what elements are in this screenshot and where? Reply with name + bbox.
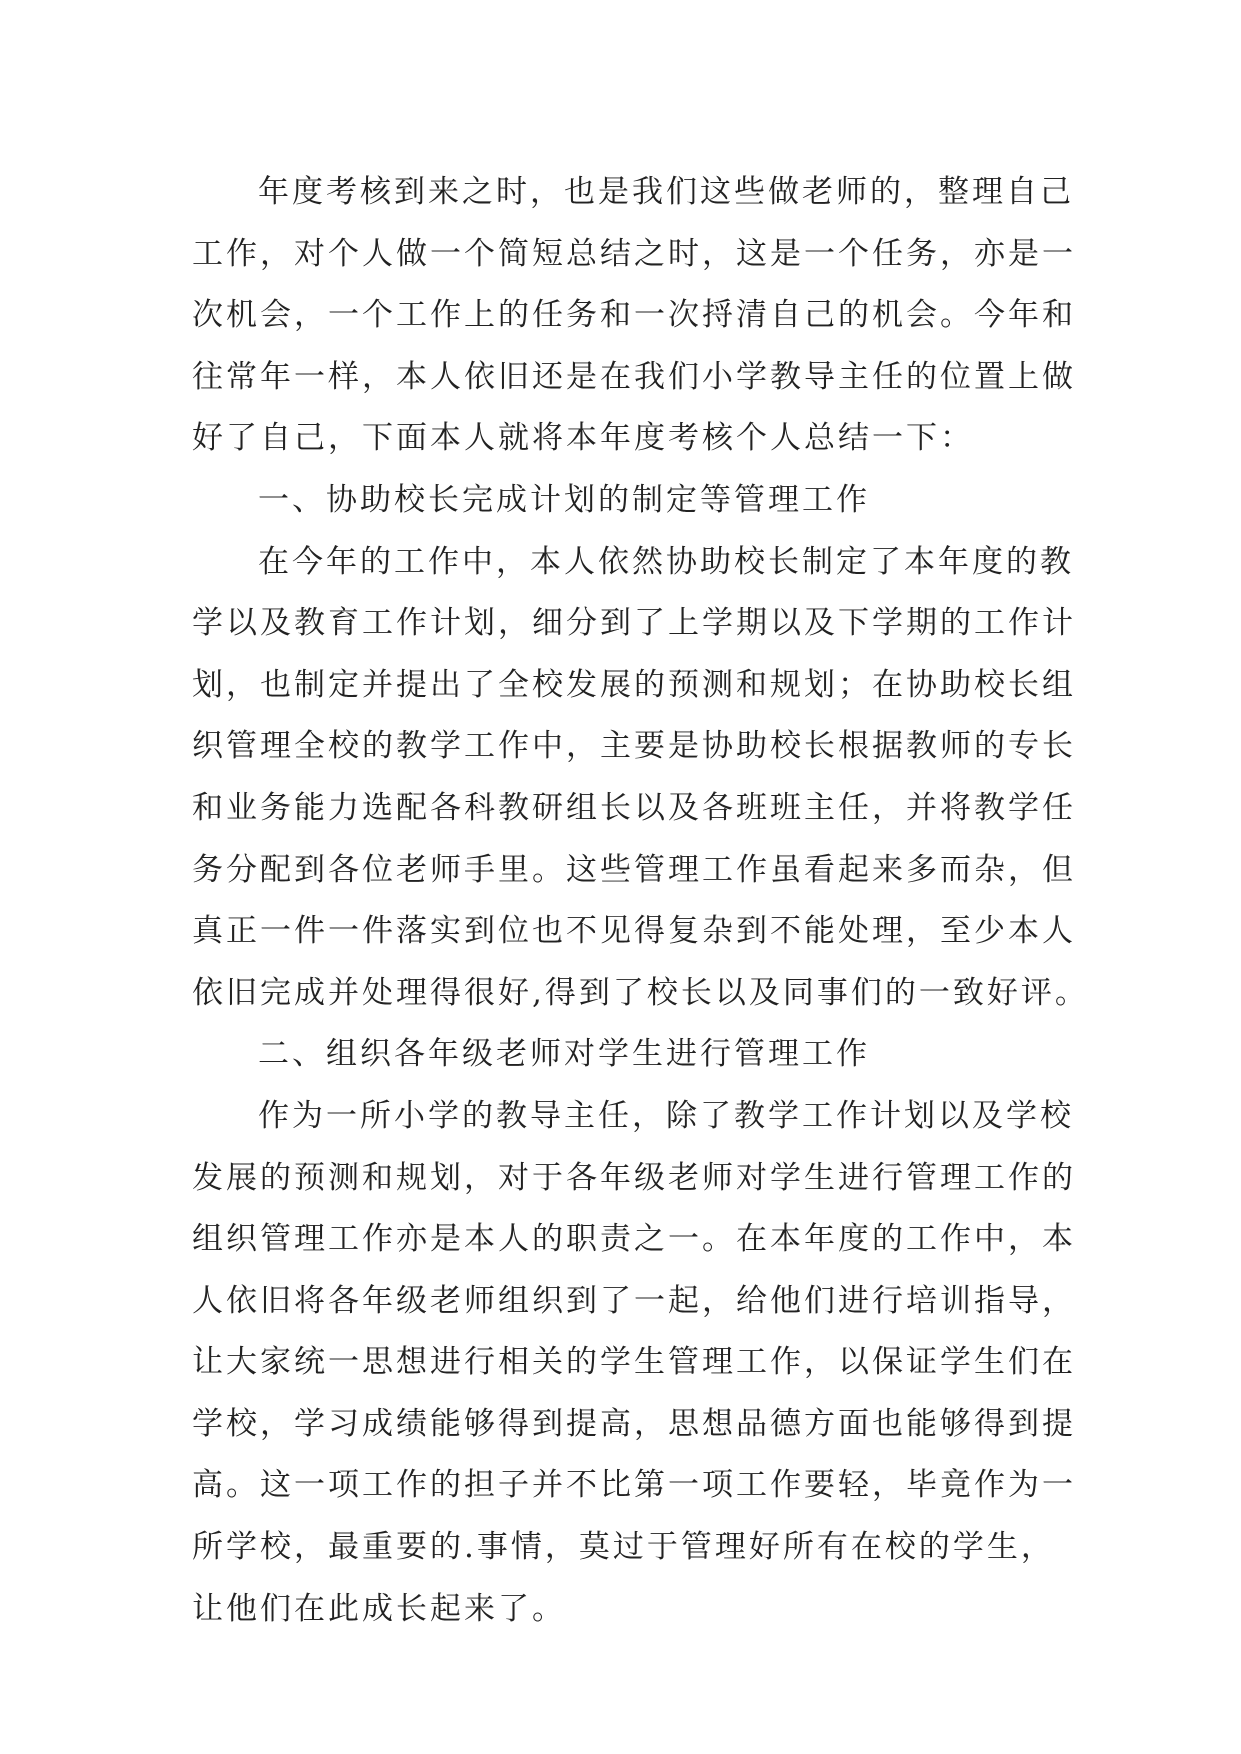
document-body — [192, 162, 1089, 1640]
text-line: 依旧完成并处理得很好,得到了校长以及同事们的一致好评。 — [192, 974, 1089, 1011]
text-line: 让他们在此成长起来了。 — [192, 1590, 566, 1627]
section-heading-1 — [192, 470, 1052, 532]
text-line: 高。这一项工作的担子并不比第一项工作要轻，毕竟作为一 — [192, 1467, 1076, 1504]
heading-text: 一、协助校长完成计划的制定等管理工作 — [258, 481, 870, 518]
text-line: 所学校，最重要的.事情，莫过于管理好所有在校的学生， — [192, 1529, 1055, 1566]
text-line: 务分配到各位老师手里。这些管理工作虽看起来多而杂，但 — [192, 851, 1076, 888]
text-line: 组织管理工作亦是本人的职责之一。在本年度的工作中，本 — [192, 1221, 1076, 1258]
text-line: 作为一所小学的教导主任，除了教学工作计划以及学校 — [258, 1097, 1074, 1134]
text-line: 学校，学习成绩能够得到提高，思想品德方面也能够得到提 — [192, 1405, 1076, 1442]
text-line: 在今年的工作中，本人依然协助校长制定了本年度的教 — [258, 543, 1074, 580]
text-line: 次机会，一个工作上的任务和一次捋清自己的机会。今年和 — [192, 297, 1076, 334]
text-line: 往常年一样，本人依旧还是在我们小学教导主任的位置上做 — [192, 358, 1076, 395]
text-line: 好了自己，下面本人就将本年度考核个人总结一下： — [192, 420, 974, 457]
text-line: 让大家统一思想进行相关的学生管理工作，以保证学生们在 — [192, 1344, 1076, 1381]
text-line: 学以及教育工作计划，细分到了上学期以及下学期的工作计 — [192, 605, 1076, 642]
paragraph-section-2 — [192, 1086, 1076, 1640]
text-line: 发展的预测和规划，对于各年级老师对学生进行管理工作的 — [192, 1159, 1076, 1196]
heading-text: 二、组织各年级老师对学生进行管理工作 — [258, 1036, 870, 1073]
text-line: 织管理全校的教学工作中，主要是协助校长根据教师的专长 — [192, 728, 1076, 765]
text-line: 人依旧将各年级老师组织到了一起，给他们进行培训指导， — [192, 1282, 1076, 1319]
text-line: 工作，对个人做一个简短总结之时，这是一个任务，亦是一 — [192, 235, 1076, 272]
text-line: 划，也制定并提出了全校发展的预测和规划；在协助校长组 — [192, 666, 1076, 703]
text-line: 真正一件一件落实到位也不见得复杂到不能处理，至少本人 — [192, 913, 1076, 950]
text-line: 年度考核到来之时，也是我们这些做老师的，整理自己 — [258, 174, 1074, 210]
paragraph-intro — [192, 162, 1076, 470]
section-heading-2 — [192, 1024, 1052, 1086]
text-line: 和业务能力选配各科教研组长以及各班班主任，并将教学任 — [192, 789, 1076, 826]
paragraph-section-1 — [192, 532, 1089, 1025]
